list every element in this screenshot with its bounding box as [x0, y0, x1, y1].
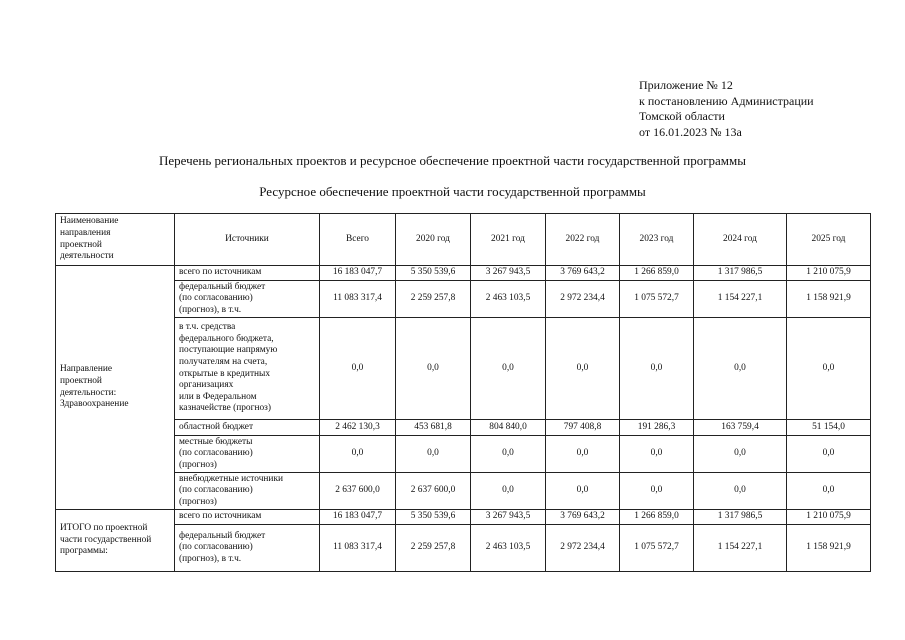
value-cell: 0,0	[471, 473, 546, 510]
value-cell: 5 350 539,6	[396, 510, 471, 525]
value-cell: 0,0	[396, 436, 471, 473]
table-row	[56, 473, 871, 510]
appendix-date: от 16.01.2023 № 13а	[639, 124, 742, 139]
source-cell: всего по источникам	[175, 510, 320, 525]
table-header-row	[56, 214, 871, 266]
value-cell: 0,0	[546, 473, 620, 510]
document-subtitle: Ресурсное обеспечение проектной части государственной программы	[259, 184, 646, 199]
value-cell: 191 286,3	[620, 420, 694, 436]
value-cell: 5 350 539,6	[396, 266, 471, 281]
table-row	[56, 318, 871, 420]
table-row	[56, 266, 871, 281]
value-cell: 1 075 572,7	[620, 281, 694, 318]
document-title: Перечень региональных проектов и ресурсное обеспечение проектной части государственной программы	[159, 153, 746, 168]
column-header: 2020 год	[396, 214, 471, 266]
group-label-total: ИТОГО по проектной части государственной программы:	[56, 510, 175, 572]
value-cell: 0,0	[787, 436, 871, 473]
value-cell: 2 259 257,8	[396, 281, 471, 318]
value-cell: 0,0	[787, 318, 871, 420]
source-cell: областной бюджет	[175, 420, 320, 436]
value-cell: 1 210 075,9	[787, 266, 871, 281]
column-header: 2024 год	[694, 214, 787, 266]
value-cell: 2 972 234,4	[546, 525, 620, 572]
value-cell: 2 637 600,0	[320, 473, 396, 510]
column-header: 2025 год	[787, 214, 871, 266]
value-cell: 0,0	[620, 318, 694, 420]
value-cell: 0,0	[694, 318, 787, 420]
value-cell: 1 158 921,9	[787, 281, 871, 318]
value-cell: 11 083 317,4	[320, 525, 396, 572]
value-cell: 0,0	[546, 436, 620, 473]
value-cell: 1 317 986,5	[694, 510, 787, 525]
value-cell: 2 972 234,4	[546, 281, 620, 318]
value-cell: 1 317 986,5	[694, 266, 787, 281]
value-cell: 16 183 047,7	[320, 510, 396, 525]
source-cell: внебюджетные источники (по согласованию) (прогноз)	[175, 473, 320, 510]
value-cell: 16 183 047,7	[320, 266, 396, 281]
value-cell: 2 463 103,5	[471, 525, 546, 572]
value-cell: 0,0	[396, 318, 471, 420]
table-row	[56, 420, 871, 436]
value-cell: 0,0	[471, 318, 546, 420]
value-cell: 453 681,8	[396, 420, 471, 436]
table-row	[56, 436, 871, 473]
appendix-number: Приложение № 12	[639, 78, 733, 92]
value-cell: 804 840,0	[471, 420, 546, 436]
value-cell: 0,0	[620, 473, 694, 510]
source-cell: местные бюджеты (по согласованию) (прогноз)	[175, 436, 320, 473]
value-cell: 3 769 643,2	[546, 510, 620, 525]
value-cell: 51 154,0	[787, 420, 871, 436]
value-cell: 2 637 600,0	[396, 473, 471, 510]
budget-table	[55, 213, 871, 572]
value-cell: 0,0	[471, 436, 546, 473]
value-cell: 0,0	[620, 436, 694, 473]
value-cell: 11 083 317,4	[320, 281, 396, 318]
value-cell: 0,0	[320, 436, 396, 473]
column-header: 2023 год	[620, 214, 694, 266]
appendix-decree: к постановлению Администрации	[639, 93, 814, 108]
column-header: 2022 год	[546, 214, 620, 266]
value-cell: 2 463 103,5	[471, 281, 546, 318]
value-cell: 1 075 572,7	[620, 525, 694, 572]
appendix-region: Томской области	[639, 109, 725, 123]
source-cell: федеральный бюджет (по согласованию) (прогноз), в т.ч.	[175, 525, 320, 572]
value-cell: 3 267 943,5	[471, 510, 546, 525]
value-cell: 3 769 643,2	[546, 266, 620, 281]
source-cell: федеральный бюджет (по согласованию) (прогноз), в т.ч.	[175, 281, 320, 318]
value-cell: 0,0	[694, 436, 787, 473]
table-row	[56, 510, 871, 525]
table-row	[56, 281, 871, 318]
value-cell: 163 759,4	[694, 420, 787, 436]
column-header: Источники	[175, 214, 320, 266]
value-cell: 3 267 943,5	[471, 266, 546, 281]
table-row	[56, 525, 871, 572]
source-cell: в т.ч. средства федерального бюджета, поступающие напрямую получателям на счета, открытые в кредитных организациях или в Федеральном казначействе (прогноз)	[175, 318, 320, 420]
value-cell: 1 266 859,0	[620, 266, 694, 281]
value-cell: 0,0	[320, 318, 396, 420]
value-cell: 1 158 921,9	[787, 525, 871, 572]
value-cell: 1 154 227,1	[694, 525, 787, 572]
value-cell: 2 259 257,8	[396, 525, 471, 572]
value-cell: 1 154 227,1	[694, 281, 787, 318]
column-header: Наименование направления проектной деятельности	[56, 214, 175, 266]
value-cell: 0,0	[787, 473, 871, 510]
column-header: Всего	[320, 214, 396, 266]
value-cell: 797 408,8	[546, 420, 620, 436]
group-label-healthcare: Направление проектной деятельности: Здравоохранение	[56, 266, 175, 510]
value-cell: 0,0	[546, 318, 620, 420]
value-cell: 2 462 130,3	[320, 420, 396, 436]
value-cell: 1 210 075,9	[787, 510, 871, 525]
appendix-header	[639, 78, 889, 140]
value-cell: 0,0	[694, 473, 787, 510]
source-cell: всего по источникам	[175, 266, 320, 281]
value-cell: 1 266 859,0	[620, 510, 694, 525]
column-header: 2021 год	[471, 214, 546, 266]
